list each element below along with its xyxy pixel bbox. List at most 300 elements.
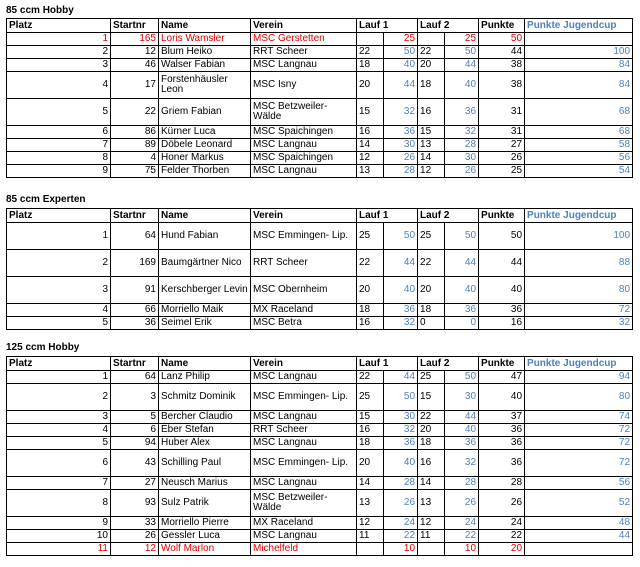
verein-cell: MSC Emmingen- Lip. [251, 223, 357, 250]
lauf1-punkte-cell: 50 [384, 384, 418, 411]
startnr-cell: 93 [111, 490, 159, 517]
name-cell: Griem Fabian [159, 99, 251, 126]
header-jugendcup: Punkte Jugendcup [525, 209, 633, 223]
name-cell: Lanz Philip [159, 371, 251, 384]
startnr-cell: 46 [111, 59, 159, 72]
verein-cell: MSC Langnau [251, 59, 357, 72]
name-cell: Seimel Erik [159, 317, 251, 330]
platz-cell: 6 [7, 450, 111, 477]
name-cell: Hund Fabian [159, 223, 251, 250]
verein-cell: MSC Emmingen- Lip. [251, 384, 357, 411]
lauf2-platz-cell: 16 [418, 450, 445, 477]
name-cell: Morriello Maik [159, 304, 251, 317]
punkte-cell: 16 [479, 317, 525, 330]
header-verein: Verein [251, 209, 357, 223]
lauf1-punkte-cell: 44 [384, 72, 418, 99]
startnr-cell: 27 [111, 477, 159, 490]
lauf1-punkte-cell: 50 [384, 223, 418, 250]
punkte-cell: 26 [479, 490, 525, 517]
lauf2-punkte-cell: 30 [445, 384, 479, 411]
punkte-cell: 36 [479, 450, 525, 477]
lauf2-platz-cell [418, 33, 445, 46]
lauf1-punkte-cell: 22 [384, 530, 418, 543]
name-cell: Gessler Luca [159, 530, 251, 543]
header-row [7, 19, 633, 33]
jugendcup-cell: 54 [525, 165, 633, 178]
name-cell: Felder Thorben [159, 165, 251, 178]
table-row [7, 371, 633, 384]
lauf1-platz-cell: 13 [357, 165, 384, 178]
lauf1-punkte-cell: 30 [384, 411, 418, 424]
table-row [7, 277, 633, 304]
jugendcup-cell [525, 543, 633, 556]
lauf1-platz-cell: 20 [357, 277, 384, 304]
startnr-cell: 86 [111, 126, 159, 139]
lauf2-punkte-cell: 50 [445, 46, 479, 59]
startnr-cell: 89 [111, 139, 159, 152]
lauf1-platz-cell: 18 [357, 437, 384, 450]
startnr-cell: 22 [111, 99, 159, 126]
startnr-cell: 94 [111, 437, 159, 450]
header-jugendcup: Punkte Jugendcup [525, 19, 633, 33]
jugendcup-cell: 58 [525, 139, 633, 152]
lauf1-platz-cell: 12 [357, 517, 384, 530]
table-row [7, 517, 633, 530]
punkte-cell: 28 [479, 477, 525, 490]
table-row [7, 450, 633, 477]
lauf2-platz-cell: 25 [418, 371, 445, 384]
table-row [7, 543, 633, 556]
lauf2-platz-cell: 0 [418, 317, 445, 330]
startnr-cell: 75 [111, 165, 159, 178]
punkte-cell: 31 [479, 99, 525, 126]
lauf2-punkte-cell: 44 [445, 59, 479, 72]
name-cell: Sulz Patrik [159, 490, 251, 517]
lauf1-platz-cell: 15 [357, 411, 384, 424]
lauf1-platz-cell: 22 [357, 46, 384, 59]
table-row [7, 250, 633, 277]
verein-cell: MSC Spaichingen [251, 152, 357, 165]
punkte-cell: 36 [479, 424, 525, 437]
name-cell: Neusch Marius [159, 477, 251, 490]
startnr-cell: 5 [111, 411, 159, 424]
punkte-cell: 50 [479, 223, 525, 250]
punkte-cell: 40 [479, 384, 525, 411]
table-row [7, 490, 633, 517]
lauf1-platz-cell: 15 [357, 99, 384, 126]
platz-cell: 1 [7, 33, 111, 46]
punkte-cell: 36 [479, 304, 525, 317]
table-row [7, 165, 633, 178]
lauf1-platz-cell: 16 [357, 424, 384, 437]
header-punkte: Punkte [479, 19, 525, 33]
startnr-cell: 165 [111, 33, 159, 46]
jugendcup-cell: 56 [525, 477, 633, 490]
platz-cell: 5 [7, 99, 111, 126]
lauf2-punkte-cell: 36 [445, 99, 479, 126]
platz-cell: 1 [7, 371, 111, 384]
results-table-85-hobby [6, 18, 633, 178]
lauf1-platz-cell [357, 543, 384, 556]
startnr-cell: 91 [111, 277, 159, 304]
header-platz: Platz [7, 357, 111, 371]
jugendcup-cell: 100 [525, 223, 633, 250]
lauf1-punkte-cell: 32 [384, 99, 418, 126]
verein-cell: MSC Betzweiler-Wälde [251, 99, 357, 126]
header-lauf2: Lauf 2 [418, 19, 479, 33]
lauf2-punkte-cell: 0 [445, 317, 479, 330]
jugendcup-cell: 84 [525, 72, 633, 99]
lauf2-platz-cell: 20 [418, 59, 445, 72]
lauf1-platz-cell: 18 [357, 304, 384, 317]
name-cell: Walser Fabian [159, 59, 251, 72]
header-startnr: Startnr [111, 357, 159, 371]
verein-cell: MSC Langnau [251, 477, 357, 490]
name-cell: Huber Alex [159, 437, 251, 450]
lauf2-punkte-cell: 26 [445, 490, 479, 517]
lauf2-punkte-cell: 25 [445, 33, 479, 46]
jugendcup-cell: 72 [525, 450, 633, 477]
lauf2-platz-cell: 18 [418, 72, 445, 99]
lauf2-platz-cell: 22 [418, 46, 445, 59]
startnr-cell: 33 [111, 517, 159, 530]
startnr-cell: 36 [111, 317, 159, 330]
lauf1-punkte-cell: 50 [384, 46, 418, 59]
lauf2-punkte-cell: 32 [445, 126, 479, 139]
startnr-cell: 43 [111, 450, 159, 477]
header-name: Name [159, 357, 251, 371]
verein-cell: MSC Obernheim [251, 277, 357, 304]
verein-cell: Michelfeld [251, 543, 357, 556]
verein-cell: RRT Scheer [251, 424, 357, 437]
header-jugendcup: Punkte Jugendcup [525, 357, 633, 371]
punkte-cell: 36 [479, 437, 525, 450]
table-row [7, 59, 633, 72]
lauf1-platz-cell: 20 [357, 450, 384, 477]
header-name: Name [159, 209, 251, 223]
lauf1-punkte-cell: 36 [384, 126, 418, 139]
lauf2-punkte-cell: 44 [445, 250, 479, 277]
lauf2-platz-cell: 18 [418, 437, 445, 450]
lauf2-punkte-cell: 40 [445, 424, 479, 437]
lauf2-platz-cell: 12 [418, 165, 445, 178]
verein-cell: MSC Gerstetten [251, 33, 357, 46]
name-cell: Blum Heiko [159, 46, 251, 59]
lauf2-platz-cell: 16 [418, 99, 445, 126]
header-platz: Platz [7, 19, 111, 33]
lauf2-punkte-cell: 32 [445, 450, 479, 477]
lauf2-punkte-cell: 40 [445, 277, 479, 304]
verein-cell: MSC Langnau [251, 371, 357, 384]
punkte-cell: 44 [479, 250, 525, 277]
lauf2-punkte-cell: 28 [445, 477, 479, 490]
punkte-cell: 44 [479, 46, 525, 59]
startnr-cell: 17 [111, 72, 159, 99]
lauf1-platz-cell: 16 [357, 317, 384, 330]
header-lauf2: Lauf 2 [418, 209, 479, 223]
table-row [7, 223, 633, 250]
jugendcup-cell: 32 [525, 317, 633, 330]
startnr-cell: 64 [111, 371, 159, 384]
punkte-cell: 26 [479, 152, 525, 165]
verein-cell: MSC Langnau [251, 165, 357, 178]
table-row [7, 384, 633, 411]
name-cell: Baumgärtner Nico [159, 250, 251, 277]
lauf1-platz-cell: 12 [357, 152, 384, 165]
lauf1-punkte-cell: 28 [384, 477, 418, 490]
lauf1-punkte-cell: 40 [384, 277, 418, 304]
verein-cell: RRT Scheer [251, 250, 357, 277]
jugendcup-cell: 68 [525, 99, 633, 126]
lauf1-platz-cell: 22 [357, 371, 384, 384]
lauf2-punkte-cell: 50 [445, 223, 479, 250]
section-title-85-hobby: 85 ccm Hobby [6, 5, 74, 16]
lauf1-platz-cell: 18 [357, 59, 384, 72]
name-cell: Kürner Luca [159, 126, 251, 139]
lauf2-punkte-cell: 28 [445, 139, 479, 152]
platz-cell: 4 [7, 424, 111, 437]
verein-cell: MSC Langnau [251, 437, 357, 450]
table-row [7, 304, 633, 317]
name-cell: Eber Stefan [159, 424, 251, 437]
lauf1-platz-cell: 16 [357, 126, 384, 139]
lauf2-platz-cell: 22 [418, 411, 445, 424]
header-lauf1: Lauf 1 [357, 357, 418, 371]
lauf2-platz-cell: 18 [418, 304, 445, 317]
lauf2-platz-cell: 14 [418, 477, 445, 490]
lauf1-punkte-cell: 36 [384, 437, 418, 450]
lauf2-platz-cell: 15 [418, 126, 445, 139]
jugendcup-cell: 72 [525, 304, 633, 317]
punkte-cell: 37 [479, 411, 525, 424]
verein-cell: MSC Spaichingen [251, 126, 357, 139]
verein-cell: MSC Betzweiler-Wälde [251, 490, 357, 517]
platz-cell: 7 [7, 477, 111, 490]
platz-cell: 3 [7, 411, 111, 424]
table-row [7, 139, 633, 152]
jugendcup-cell: 80 [525, 384, 633, 411]
platz-cell: 6 [7, 126, 111, 139]
lauf1-punkte-cell: 32 [384, 424, 418, 437]
name-cell: Honer Markus [159, 152, 251, 165]
startnr-cell: 26 [111, 530, 159, 543]
punkte-cell: 38 [479, 59, 525, 72]
lauf2-punkte-cell: 44 [445, 411, 479, 424]
punkte-cell: 50 [479, 33, 525, 46]
platz-cell: 8 [7, 490, 111, 517]
header-startnr: Startnr [111, 209, 159, 223]
header-row [7, 209, 633, 223]
table-row [7, 46, 633, 59]
header-verein: Verein [251, 357, 357, 371]
lauf1-punkte-cell: 40 [384, 59, 418, 72]
jugendcup-cell: 88 [525, 250, 633, 277]
startnr-cell: 169 [111, 250, 159, 277]
lauf1-punkte-cell: 32 [384, 317, 418, 330]
lauf2-punkte-cell: 22 [445, 530, 479, 543]
table-row [7, 152, 633, 165]
startnr-cell: 3 [111, 384, 159, 411]
jugendcup-cell: 94 [525, 371, 633, 384]
header-punkte: Punkte [479, 209, 525, 223]
verein-cell: MSC Isny [251, 72, 357, 99]
section-title-125-hobby: 125 ccm Hobby [6, 342, 80, 353]
lauf1-punkte-cell: 26 [384, 490, 418, 517]
lauf1-punkte-cell: 28 [384, 165, 418, 178]
lauf1-platz-cell: 20 [357, 72, 384, 99]
lauf2-platz-cell: 13 [418, 490, 445, 517]
jugendcup-cell: 74 [525, 411, 633, 424]
name-cell: Döbele Leonard [159, 139, 251, 152]
lauf2-punkte-cell: 50 [445, 371, 479, 384]
name-cell: Bercher Claudio [159, 411, 251, 424]
lauf1-platz-cell: 14 [357, 139, 384, 152]
name-cell: Morriello Pierre [159, 517, 251, 530]
platz-cell: 1 [7, 223, 111, 250]
lauf1-platz-cell: 13 [357, 490, 384, 517]
verein-cell: MX Raceland [251, 517, 357, 530]
table-row [7, 411, 633, 424]
jugendcup-cell: 52 [525, 490, 633, 517]
lauf1-punkte-cell: 30 [384, 139, 418, 152]
platz-cell: 10 [7, 530, 111, 543]
verein-cell: MSC Langnau [251, 411, 357, 424]
punkte-cell: 22 [479, 530, 525, 543]
lauf1-platz-cell: 14 [357, 477, 384, 490]
lauf1-platz-cell [357, 33, 384, 46]
startnr-cell: 6 [111, 424, 159, 437]
lauf2-platz-cell: 20 [418, 277, 445, 304]
platz-cell: 3 [7, 277, 111, 304]
name-cell: Schmitz Dominik [159, 384, 251, 411]
punkte-cell: 25 [479, 165, 525, 178]
startnr-cell: 64 [111, 223, 159, 250]
punkte-cell: 20 [479, 543, 525, 556]
lauf1-punkte-cell: 44 [384, 371, 418, 384]
platz-cell: 2 [7, 384, 111, 411]
platz-cell: 7 [7, 139, 111, 152]
lauf1-platz-cell: 25 [357, 223, 384, 250]
startnr-cell: 12 [111, 46, 159, 59]
platz-cell: 5 [7, 317, 111, 330]
platz-cell: 2 [7, 46, 111, 59]
punkte-cell: 24 [479, 517, 525, 530]
jugendcup-cell: 44 [525, 530, 633, 543]
lauf1-punkte-cell: 36 [384, 304, 418, 317]
jugendcup-cell: 72 [525, 437, 633, 450]
jugendcup-cell: 84 [525, 59, 633, 72]
lauf2-punkte-cell: 36 [445, 437, 479, 450]
punkte-cell: 27 [479, 139, 525, 152]
results-table-125-hobby [6, 356, 633, 556]
verein-cell: MSC Langnau [251, 530, 357, 543]
header-verein: Verein [251, 19, 357, 33]
lauf1-punkte-cell: 24 [384, 517, 418, 530]
lauf2-platz-cell: 12 [418, 517, 445, 530]
platz-cell: 11 [7, 543, 111, 556]
name-cell: Schilling Paul [159, 450, 251, 477]
lauf1-punkte-cell: 26 [384, 152, 418, 165]
table-row [7, 424, 633, 437]
lauf2-platz-cell: 15 [418, 384, 445, 411]
lauf2-platz-cell: 14 [418, 152, 445, 165]
lauf2-platz-cell: 20 [418, 424, 445, 437]
lauf1-punkte-cell: 44 [384, 250, 418, 277]
platz-cell: 8 [7, 152, 111, 165]
header-lauf1: Lauf 1 [357, 19, 418, 33]
punkte-cell: 47 [479, 371, 525, 384]
lauf1-platz-cell: 22 [357, 250, 384, 277]
table-row [7, 477, 633, 490]
table-row [7, 317, 633, 330]
lauf2-punkte-cell: 36 [445, 304, 479, 317]
startnr-cell: 4 [111, 152, 159, 165]
name-cell: Loris Wamsler [159, 33, 251, 46]
results-table-85-experten [6, 208, 633, 330]
header-startnr: Startnr [111, 19, 159, 33]
jugendcup-cell: 56 [525, 152, 633, 165]
platz-cell: 3 [7, 59, 111, 72]
jugendcup-cell [525, 33, 633, 46]
lauf2-punkte-cell: 30 [445, 152, 479, 165]
verein-cell: MSC Betra [251, 317, 357, 330]
lauf2-punkte-cell: 10 [445, 543, 479, 556]
platz-cell: 2 [7, 250, 111, 277]
lauf2-punkte-cell: 40 [445, 72, 479, 99]
table-row [7, 126, 633, 139]
table-row [7, 437, 633, 450]
verein-cell: MX Raceland [251, 304, 357, 317]
verein-cell: RRT Scheer [251, 46, 357, 59]
jugendcup-cell: 72 [525, 424, 633, 437]
jugendcup-cell: 100 [525, 46, 633, 59]
lauf2-platz-cell: 22 [418, 250, 445, 277]
header-platz: Platz [7, 209, 111, 223]
startnr-cell: 66 [111, 304, 159, 317]
lauf2-platz-cell: 11 [418, 530, 445, 543]
name-cell: Kerschberger Levin [159, 277, 251, 304]
platz-cell: 4 [7, 72, 111, 99]
lauf2-punkte-cell: 26 [445, 165, 479, 178]
jugendcup-cell: 80 [525, 277, 633, 304]
startnr-cell: 12 [111, 543, 159, 556]
platz-cell: 5 [7, 437, 111, 450]
table-row [7, 99, 633, 126]
jugendcup-cell: 68 [525, 126, 633, 139]
lauf1-platz-cell: 11 [357, 530, 384, 543]
platz-cell: 9 [7, 165, 111, 178]
table-row [7, 72, 633, 99]
lauf1-punkte-cell: 10 [384, 543, 418, 556]
punkte-cell: 38 [479, 72, 525, 99]
lauf2-platz-cell [418, 543, 445, 556]
platz-cell: 4 [7, 304, 111, 317]
name-cell: Forstenhäusler Leon [159, 72, 251, 99]
verein-cell: MSC Emmingen- Lip. [251, 450, 357, 477]
header-row [7, 357, 633, 371]
lauf1-punkte-cell: 40 [384, 450, 418, 477]
table-row [7, 33, 633, 46]
lauf2-platz-cell: 25 [418, 223, 445, 250]
header-lauf2: Lauf 2 [418, 357, 479, 371]
verein-cell: MSC Langnau [251, 139, 357, 152]
lauf1-punkte-cell: 25 [384, 33, 418, 46]
punkte-cell: 40 [479, 277, 525, 304]
lauf2-punkte-cell: 24 [445, 517, 479, 530]
lauf2-platz-cell: 13 [418, 139, 445, 152]
table-row [7, 530, 633, 543]
name-cell: Wolf Marlon [159, 543, 251, 556]
